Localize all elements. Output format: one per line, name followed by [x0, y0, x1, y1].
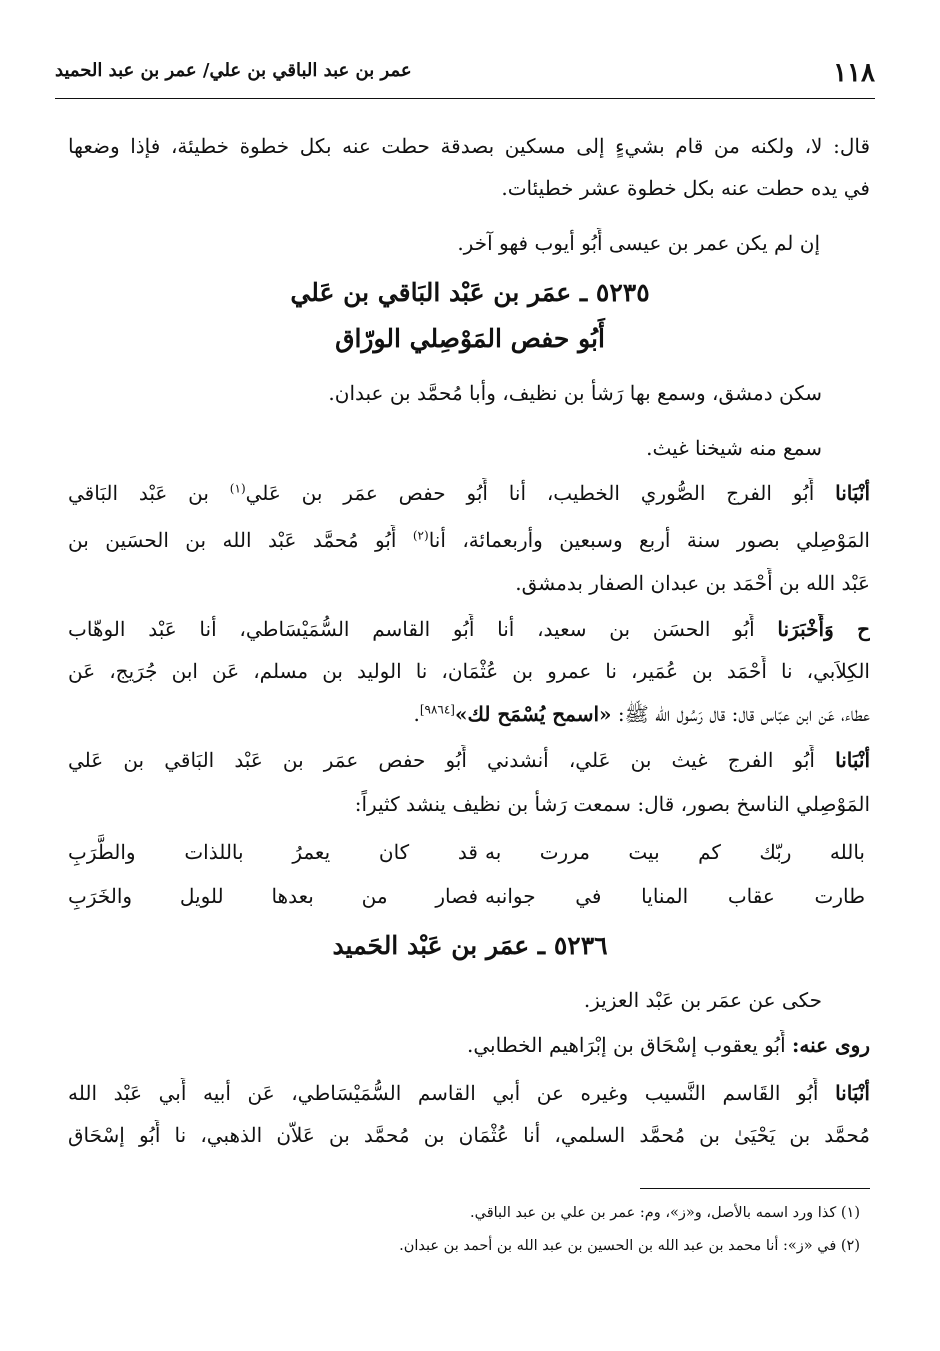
para9-text: أَبُو يعقوب إسْحَاق بن إبْرَاهيم الخطابي.	[467, 1033, 786, 1057]
para9	[68, 1030, 870, 1060]
para6-line3-end: .	[413, 702, 420, 726]
footnote-ref-2: (٢)	[412, 528, 429, 543]
footnote-2: (٢) في «ز»: أنا محمد بن عبد الله بن الحسين بن عبد الله بن أحمد بن عبدان.	[399, 1238, 860, 1254]
para5-line2-a: المَوْصِلي بصور سنة أربع وسبعين وأربعمائة، أنا	[428, 528, 870, 552]
para10-line2: مُحمَّد بن يَحْيَىٰ بن مُحمَّد السلمي، أنا عُثْمَان بن مُحمَّد بن عَلاّن الذهبي، نا أَبُو إسْحَاق	[68, 1123, 870, 1147]
entry-5236-title: ٥٢٣٦ ـ عمَر بن عَبْد الحَميد	[332, 931, 608, 960]
hadith-ref: [٩٨٦٤]	[419, 702, 455, 717]
para6-line1	[68, 614, 870, 644]
para5-line3: عَبْد الله بن أَحْمَد بن عبدان الصفار بدمشق.	[515, 571, 870, 595]
page-number: ١١٨	[833, 58, 875, 88]
poem-line1-right: بالله ربّك كم بيت مررت به	[485, 840, 865, 864]
para5-line1-a: أَبُو الفرج الصُّوري الخطيب، أنا أَبُو حفص عمَر بن عَلي	[245, 481, 815, 505]
para7-line1-text: أَبُو الفرج غيث بن عَلي، أنشدني أَبُو حفص عمَر بن عَبْد البَاقي بن عَلي	[68, 748, 815, 772]
header-rule	[55, 98, 875, 99]
entry-5235-title: ٥٢٣٥ ـ عمَر بن عَبْد البَاقي بن عَلي	[290, 278, 650, 307]
para6-line3	[200, 699, 870, 729]
para10-line1-text: أَبُو القَاسم النَّسيب وغيره عن أبي القاسم السُّمَيْسَاطي، عَن أبيه أَبي عَبْد الله	[68, 1081, 819, 1105]
entry-5235-subtitle: أَبُو حفص المَوْصِلي الورّاق	[335, 324, 605, 353]
para5-line2	[68, 525, 870, 555]
para5-line2-b: أَبُو مُحمَّد عَبْد الله بن الحسَين بن	[68, 528, 397, 552]
running-header	[55, 52, 875, 96]
footnote-rule	[640, 1188, 870, 1189]
footnote-ref-1: (١)	[229, 481, 246, 496]
para6-line2: الكِلاَبي، نا أَحْمَد بن عُمَير، نا عمرو بن عُثْمَان، نا الوليد بن مسلم، عَن ابن جُرَيج، عَن	[68, 659, 870, 683]
anbana-lead: أنْبَانا	[835, 748, 870, 772]
para5-line1-b: بن عَبْد البَاقي	[68, 481, 209, 505]
para2: إن لم يكن عمر بن عيسى أَبُو أيوب فهو آخر.	[457, 231, 820, 255]
poem-line2-left: فصار من بعدها للويل والخَرَبِ	[68, 884, 478, 908]
rawa-anhu-lead: روى عنه:	[791, 1033, 870, 1057]
para7-line2: المَوْصِلي الناسخ بصور، قال: سمعت رَشأ بن نظيف ينشد كثيراً:	[354, 792, 870, 816]
para1-line1: قال: لا، ولكنه من قام بشيءٍ إلى مسكين بصدقة حطت عنه بكل خطوة خطيئة، فإذا وضعها	[68, 134, 870, 158]
para6-line3-a: عطاء، عَن ابن عبّاس قال: قال رَسُول الله ﷺ:	[617, 702, 870, 726]
running-title: عمر بن عبد الباقي بن علي/ عمر بن عبد الحميد	[55, 60, 412, 81]
poem-line1-left: قد كان يعمرُ باللذات والطَّرَبِ	[68, 840, 478, 864]
para3: سكن دمشق، وسمع بها رَشأ بن نظيف، وأبا مُحمَّد بن عبدان.	[328, 381, 822, 405]
poem-line2-right: طارت عقاب المنايا في جوانبه	[485, 884, 865, 908]
akhbarana-lead: ح وَأَخْبَرَنا	[777, 617, 870, 641]
footnote-1: (١) كذا ورد اسمه بالأصل، و«ز»، وم: عمر بن علي بن عبد الباقي.	[470, 1205, 860, 1221]
para7-line1	[68, 745, 870, 775]
hadith-quote: «اسمح يُسْمَح لك»	[454, 702, 612, 726]
para6-line1-text: أَبُو الحسَن بن سعيد، أنا أَبُو القاسم السُّمَيْسَاطي، أنا عَبْد الوهّاب	[68, 617, 755, 641]
anbana-lead: أنْبَانا	[835, 481, 870, 505]
para10-line1	[68, 1078, 870, 1108]
para8: حكى عن عمَر بن عَبْد العزيز.	[583, 988, 822, 1012]
anbana-lead: أنْبَانا	[835, 1081, 870, 1105]
para5-line1	[68, 478, 870, 508]
para4: سمع منه شيخنا غيث.	[646, 436, 822, 460]
para1-line2: في يده حطت عنه بكل خطوة عشر خطيئات.	[501, 176, 870, 200]
